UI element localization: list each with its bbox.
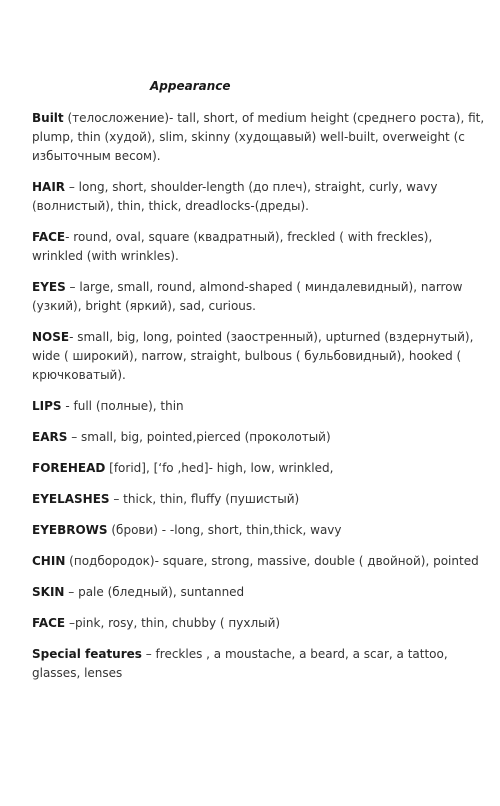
entry-description: - round, oval, square (квадратный), freckled ( with freckles), wrinkled (with wrinkles).: [32, 230, 433, 263]
vocabulary-entry: [32, 178, 487, 216]
vocabulary-entry: [32, 459, 487, 478]
vocabulary-entry: [32, 521, 487, 540]
entry-description: - small, big, long, pointed (заостренный), upturned (вздернутый), wide ( широкий), narrow, straight, bulbous ( бульбовидный), hooked ( крючковатый).: [32, 330, 474, 382]
entry-term: HAIR: [32, 180, 66, 194]
entry-description: – freckles , a moustache, a beard, a scar, a tattoo, glasses, lenses: [32, 647, 448, 680]
entry-description: – pale (бледный), suntanned: [64, 585, 245, 599]
entry-term: EYELASHES: [32, 492, 110, 506]
vocabulary-entry: [32, 397, 487, 416]
entry-term: FOREHEAD: [32, 461, 106, 475]
entry-description: – small, big, pointed,pierced (проколотый): [67, 430, 331, 444]
entry-description: – thick, thin, fluffy (пушистый): [109, 492, 300, 506]
vocabulary-entry: [32, 428, 487, 447]
vocabulary-entry: [32, 278, 487, 316]
entry-term: CHIN: [32, 554, 66, 568]
page-title: Appearance: [150, 79, 231, 93]
entry-term: EYES: [32, 280, 66, 294]
entry-term: SKIN: [32, 585, 65, 599]
entry-description: (телосложение)- tall, short, of medium height (среднего роста), fit, plump, thin (худой), slim, skinny (худощавый) well-built, overweight (с избыточным весом).: [32, 111, 485, 163]
entry-term: EYEBROWS: [32, 523, 108, 537]
entry-description: [forid], [‘fo ,hed]- high, low, wrinkled,: [105, 461, 334, 475]
entry-description: (подбородок)- square, strong, massive, double ( двойной), pointed: [65, 554, 479, 568]
entry-term: Built: [32, 111, 64, 125]
vocabulary-entry: [32, 490, 487, 509]
vocabulary-entry: [32, 614, 487, 633]
entry-description: - full (полные), thin: [61, 399, 184, 413]
vocabulary-list: [32, 109, 487, 695]
vocabulary-entry: [32, 228, 487, 266]
vocabulary-entry: [32, 328, 487, 385]
entry-description: – large, small, round, almond-shaped ( миндалевидный), narrow (узкий), bright (яркий), sad, curious.: [32, 280, 463, 313]
entry-term: FACE: [32, 230, 66, 244]
entry-term: EARS: [32, 430, 68, 444]
entry-term: NOSE: [32, 330, 70, 344]
entry-description: (брови) - -long, short, thin,thick, wavy: [107, 523, 342, 537]
vocabulary-entry: [32, 645, 487, 683]
entry-description: – long, short, shoulder-length (до плеч), straight, curly, wavy (волнистый), thin, thick, dreadlocks-(дреды).: [32, 180, 438, 213]
entry-term: Special features: [32, 647, 142, 661]
vocabulary-entry: [32, 583, 487, 602]
vocabulary-entry: [32, 552, 487, 571]
entry-description: –pink, rosy, thin, chubby ( пухлый): [65, 616, 281, 630]
entry-term: LIPS: [32, 399, 62, 413]
vocabulary-entry: [32, 109, 487, 166]
entry-term: FACE: [32, 616, 66, 630]
